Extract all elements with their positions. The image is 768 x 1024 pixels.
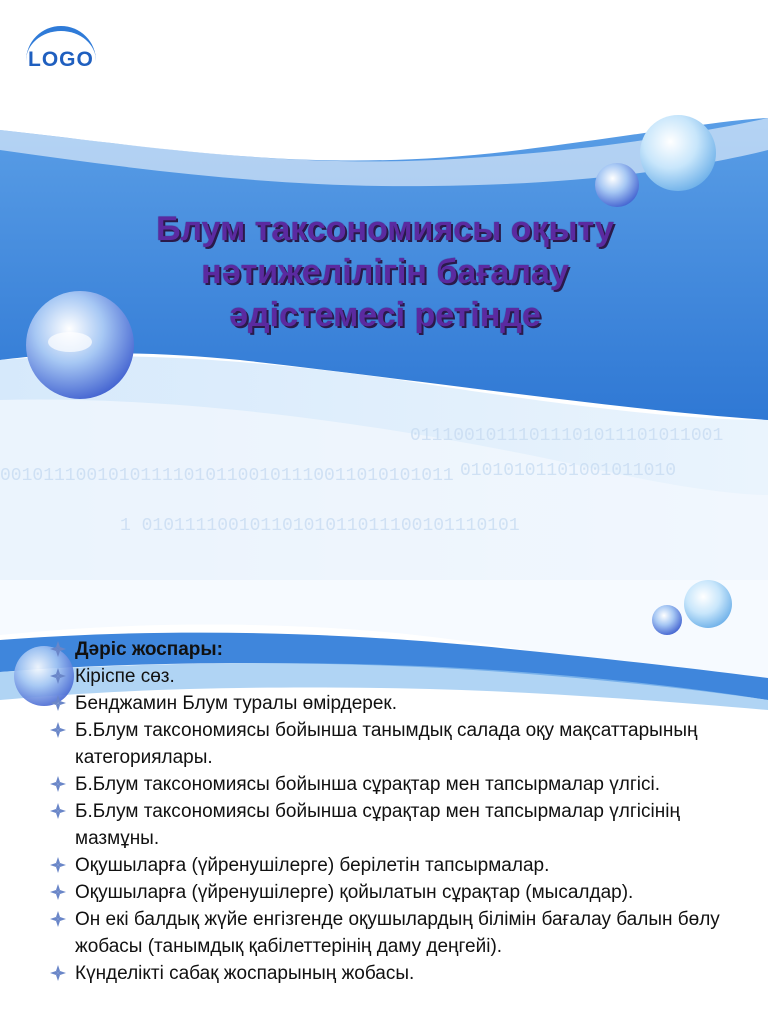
- diamond-bullet-icon: [50, 722, 66, 738]
- list-item-text: Оқушыларға (үйренушілерге) қойылатын сұрақтар (мысалдар).: [75, 882, 634, 903]
- diamond-bullet-icon: [50, 776, 66, 792]
- list-item: [48, 663, 760, 690]
- title-line: нәтижелілігін бағалау: [201, 253, 569, 291]
- plan-heading-item: [48, 636, 760, 663]
- title-line: әдістемесі ретінде: [229, 296, 541, 334]
- diamond-bullet-icon: [50, 965, 66, 981]
- svg-text:01010101101001011010: 01010101101001011010: [460, 461, 677, 481]
- list-item: [48, 852, 760, 879]
- list-item: [48, 690, 760, 717]
- svg-text:001011100101011110101100101110: 001011100101011110101100101110011010101011: [0, 466, 454, 486]
- diamond-bullet-icon: [50, 884, 66, 900]
- plan-heading: Дәріс жоспары:: [75, 639, 223, 660]
- logo: [24, 22, 104, 78]
- lecture-plan: [48, 636, 760, 987]
- svg-text:01110010111011101011101011001: 01110010111011101011101011001: [410, 426, 724, 446]
- list-item-text: Он екі балдық жүйе енгізгенде оқушылардың білімін бағалау балын бөлу жобасы (танымдық қабілеттерінің даму деңгейі).: [75, 909, 720, 957]
- list-item-text: Бенджамин Блум туралы өмірдерек.: [75, 693, 398, 714]
- diamond-bullet-icon: [50, 911, 66, 927]
- diamond-bullet-icon: [50, 668, 66, 684]
- title-line: Блум таксономиясы оқыту: [156, 210, 614, 248]
- diamond-bullet-icon: [50, 857, 66, 873]
- diamond-bullet-icon: [50, 641, 66, 657]
- list-item: [48, 906, 760, 960]
- list-item-text: Б.Блум таксономиясы бойынша сұрақтар мен тапсырмалар үлгісі.: [75, 774, 661, 795]
- diamond-bullet-icon: [50, 803, 66, 819]
- list-item-text: Кіріспе сөз.: [75, 666, 175, 687]
- plan-list: [48, 636, 760, 987]
- diamond-bullet-icon: [50, 695, 66, 711]
- list-item: [48, 717, 760, 771]
- svg-text:1 0101111001011010101101110010: 1 01011110010110101011011100101110101: [120, 516, 520, 536]
- slide-title: [60, 208, 710, 337]
- list-item-text: Б.Блум таксономиясы бойынша сұрақтар мен тапсырмалар үлгісінің мазмұны.: [75, 801, 680, 849]
- list-item-text: Б.Блум таксономиясы бойынша танымдық салада оқу мақсаттарының категориялары.: [75, 720, 698, 768]
- list-item-text: Күнделікті сабақ жоспарының жобасы.: [75, 963, 415, 984]
- list-item: [48, 771, 760, 798]
- list-item: [48, 960, 760, 987]
- list-item-text: Оқушыларға (үйренушілерге) берілетін тапсырмалар.: [75, 855, 550, 876]
- logo-text: LOGO: [28, 48, 94, 71]
- list-item: [48, 798, 760, 852]
- list-item: [48, 879, 760, 906]
